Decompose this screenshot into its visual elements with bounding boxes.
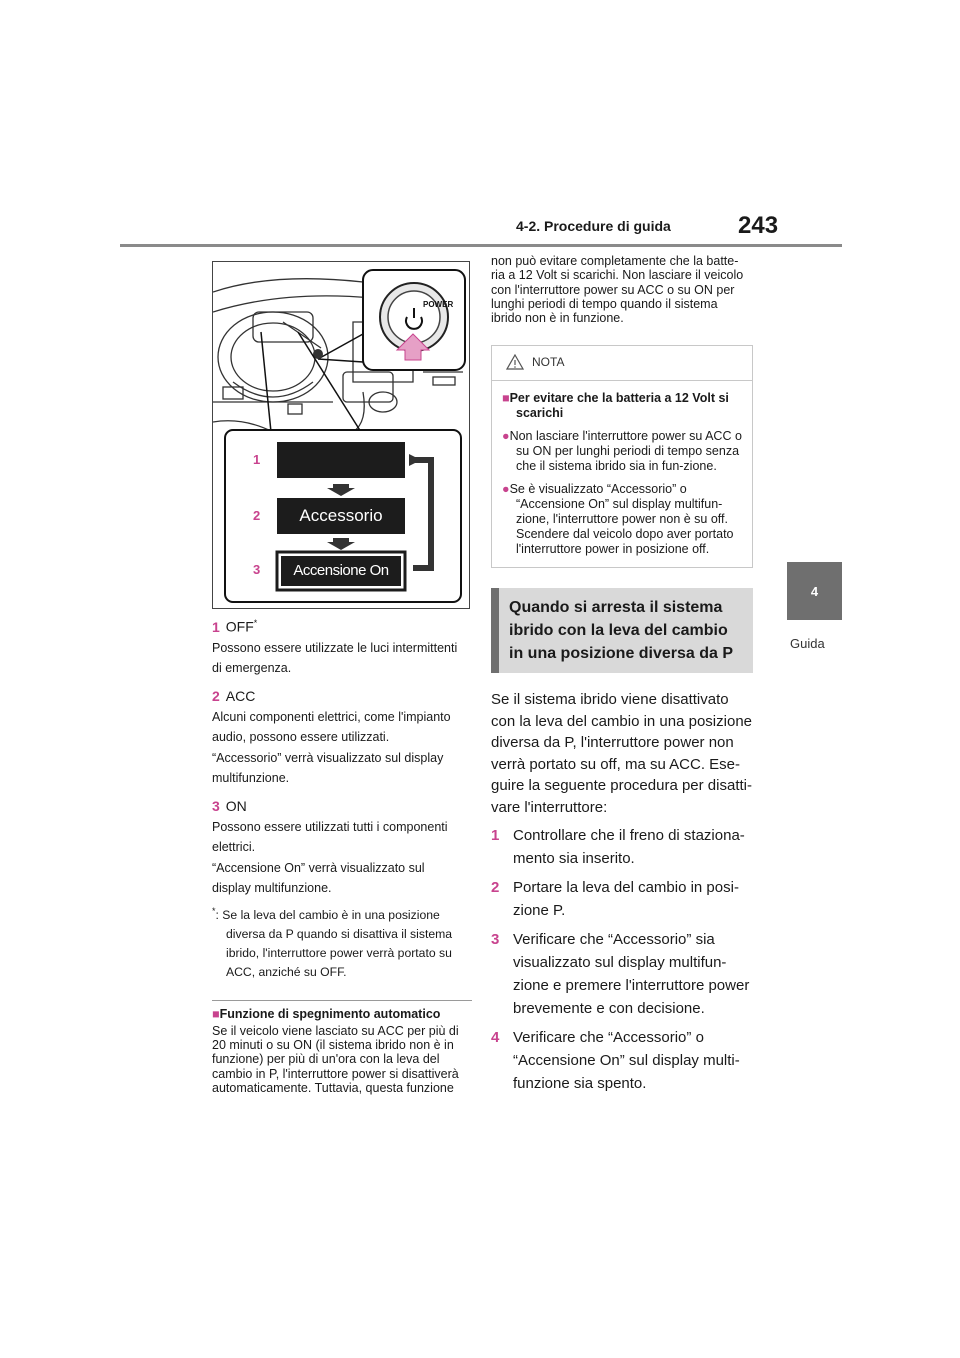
auto-off-text: 20 minuti o su ON (il sistema ibrido non è in — [212, 1038, 454, 1053]
footnote-line: ibrido, l'interruttore power verrà portato su — [226, 945, 452, 960]
note-box — [491, 345, 753, 568]
note-bullet: ●Non lasciare l'interruttore power su ACC o su ON per lunghi periodi di tempo senza che il sistema ibrido sia in fun-zione. — [502, 429, 742, 474]
item-number: 1 — [212, 618, 220, 635]
footnote-line: ACC, anziché su OFF. — [226, 964, 347, 979]
footnote-line: Se la leva del cambio è in una posizione — [222, 907, 440, 922]
figure-step-1-num: 1 — [253, 452, 261, 467]
figure-step-2-num: 2 — [253, 508, 261, 523]
item-acc — [212, 688, 472, 704]
footnote-mark: * — [253, 618, 258, 628]
note-title: NOTA — [532, 355, 565, 370]
continued-text: con l'interruttore power su ACC o su ON per — [491, 282, 735, 297]
auto-off-text: cambio in P, l'interruttore power si disattiverà — [212, 1066, 459, 1081]
chapter-tab: 4 — [787, 562, 842, 620]
page-number: 243 — [738, 212, 779, 239]
warning-triangle-icon — [506, 354, 524, 370]
chapter-label: Guida — [790, 636, 825, 651]
figure-step-3-num: 3 — [253, 562, 261, 577]
auto-off-text: funzione) per più di un'ora con la leva del — [212, 1052, 440, 1067]
item-text: “Accessorio” verrà visualizzato sul display — [212, 750, 444, 765]
right-column — [491, 254, 753, 1095]
section-heading: Quando si arresta il sistema ibrido con la leva del cambio in una posizione diversa da P — [491, 588, 753, 673]
continued-text: ria a 12 Volt si scarichi. Non lasciare il veicolo — [491, 268, 744, 283]
left-column — [212, 612, 472, 1095]
continued-text: lunghi periodi di tempo quando il sistema — [491, 296, 718, 311]
item-off — [212, 618, 472, 635]
section-title: 4-2. Procedure di guida — [516, 218, 671, 234]
auto-off-text: Se il veicolo viene lasciato su ACC per più di — [212, 1023, 459, 1038]
section-rule — [212, 1000, 472, 1001]
auto-off-text: automaticamente. Tuttavia, questa funzione — [212, 1080, 454, 1095]
display-accessorio-screen: Accessorio — [299, 506, 383, 525]
display-accensione-screen: Accensione On — [293, 562, 389, 579]
auto-off-heading: ■Funzione di spegnimento automatico — [212, 1006, 441, 1021]
continued-text: ibrido non è in funzione. — [491, 311, 624, 326]
display-off-screen — [277, 442, 405, 478]
item-title: ACC — [225, 687, 256, 704]
footnote-mark: * — [212, 905, 216, 916]
note-bullet: ●Se è visualizzato “Accessorio” o “Accensione On” sul display multifun-zione, l'interruttore power non è su off. Scendere dal veicolo dopo aver portato l'interruttore power in posizione off. — [502, 482, 734, 557]
item-text: audio, possono essere utilizzati. — [212, 730, 390, 745]
note-header — [492, 346, 752, 381]
procedure-step: 3 Verificare che “Accessorio” sia visualizzato sul display multifun-zione e premere l'interruttore power brevemente e con decisione. — [491, 931, 750, 1018]
procedure-step: 1 Controllare che il freno di staziona-mento sia inserito. — [491, 827, 745, 868]
footnote-line: diversa da P quando si disattiva il sistema — [226, 926, 453, 941]
header-rule — [120, 244, 842, 247]
procedure-step: 2 Portare la leva del cambio in posi-zione P. — [491, 879, 739, 920]
power-switch-figure — [212, 261, 470, 609]
item-text: “Accensione On” verrà visualizzato sul — [212, 860, 425, 875]
item-number: 3 — [212, 797, 220, 814]
item-text: Possono essere utilizzate le luci intermittenti — [212, 640, 458, 655]
item-on — [212, 798, 472, 814]
item-text: Possono essere utilizzati tutti i componenti — [212, 819, 448, 834]
note-subheading: ■Per evitare che la batteria a 12 Volt si scarichi — [502, 391, 729, 421]
item-text: multifunzione. — [212, 771, 290, 786]
item-text: di emergenza. — [212, 661, 292, 676]
item-number: 2 — [212, 687, 220, 704]
item-text: elettrici. — [212, 840, 256, 855]
procedure-step: 4 Verificare che “Accessorio” o “Accensione On” sul display multi-funzione sia spento. — [491, 1029, 740, 1093]
intro-paragraph: Se il sistema ibrido viene disattivato con la leva del cambio in una posizione diversa da P, l'interruttore power non verrà portato su off, ma su ACC. Ese-guire la seguente procedura per disatti-vare l'interruttore: — [491, 691, 752, 816]
item-text: display multifunzione. — [212, 881, 332, 896]
item-title: OFF — [225, 618, 254, 635]
footnote: *: Se la leva del cambio è in una posizione diversa da P quando si disattiva il sistema ibrido, l'interruttore power verrà portato su ACC, anziché su OFF. — [212, 905, 453, 979]
continued-text: non può evitare completamente che la batte- — [491, 254, 739, 268]
item-title: ON — [225, 797, 247, 814]
item-text: Alcuni componenti elettrici, come l'impianto — [212, 709, 451, 724]
